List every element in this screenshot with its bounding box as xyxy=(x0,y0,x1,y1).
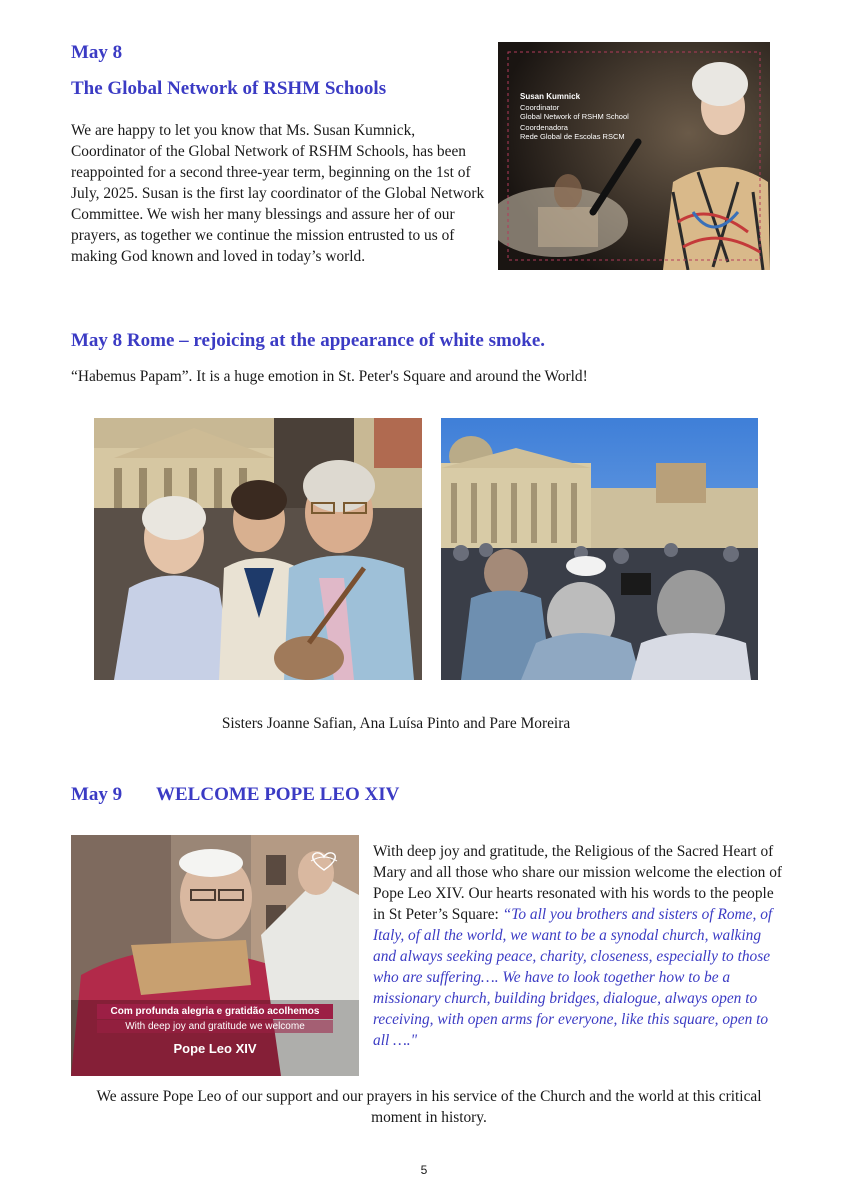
overlay-pope-name: Pope Leo XIV xyxy=(173,1041,257,1056)
section-body: “Habemus Papam”. It is a huge emotion in St. Peter's Square and around the World! xyxy=(71,368,588,385)
section-date: May 9 xyxy=(71,784,123,805)
section-body xyxy=(373,841,785,1051)
overlay-subtitle: With deep joy and gratitude we welcome xyxy=(97,1020,333,1033)
body-intro: With deep joy and gratitude, the Religious of the Sacred Heart of Mary and all those who share our mission welcome the election of Pope Leo XIV. Our hearts resonated with his words to the people in St Peter’s Square: xyxy=(373,843,783,923)
section-title: WELCOME POPE LEO XIV xyxy=(156,784,400,805)
section-date: May 8 xyxy=(71,42,123,63)
section-heading: May 8 Rome – rejoicing at the appearance of white smoke. xyxy=(71,330,546,351)
section-title: The Global Network of RSHM Schools xyxy=(71,78,387,99)
photo-illustration xyxy=(94,418,422,680)
photo-illustration xyxy=(441,418,758,680)
overlay-banner: Com profunda alegria e gratidão acolhemos xyxy=(97,1004,333,1019)
overlay-line: Coordinator xyxy=(520,103,560,112)
st-peters-square-photo xyxy=(441,418,758,680)
susan-kumnick-photo xyxy=(498,42,770,270)
closing-statement: We assure Pope Leo of our support and our prayers in his service of the Church and the world at this critical moment in history. xyxy=(96,1088,762,1126)
section-body: We are happy to let you know that Ms. Susan Kumnick, Coordinator of the Global Network of RSHM Schools, has been reappointed for a second three-year term, beginning on the 1st of July, 2025. Susan is the first lay coordinator of the Global Network Committee. We wish her many blessings and assure her of our prayers, as together we continue the mission entrusted to us of making God known and loved in today’s world. xyxy=(71,122,485,265)
overlay-name: Susan Kumnick xyxy=(520,92,581,101)
rshm-logo-icon xyxy=(307,849,341,873)
overlay-line: Rede Global de Escolas RSCM xyxy=(520,132,625,141)
overlay-line: Coordenadora xyxy=(520,123,568,132)
page-number: 5 xyxy=(420,1163,428,1177)
photo-illustration xyxy=(498,42,770,270)
photo-caption: Sisters Joanne Safian, Ana Luísa Pinto and Pare Moreira xyxy=(221,715,571,732)
pope-leo-photo xyxy=(71,835,359,1076)
pope-quote: “To all you brothers and sisters of Rome, of Italy, of all the world, we want to be a synodal church, walking and always seeking peace, charity, closeness, especially to those who are suffering…. We have to look together how to be a missionary church, building bridges, dialogue, always open to receiving, with open arms for everyone, like this square, open to all …." xyxy=(373,906,773,1049)
photo-caption-overlay xyxy=(520,92,629,141)
selfie-photo xyxy=(94,418,422,680)
overlay-line: Global Network of RSHM School xyxy=(520,112,629,121)
